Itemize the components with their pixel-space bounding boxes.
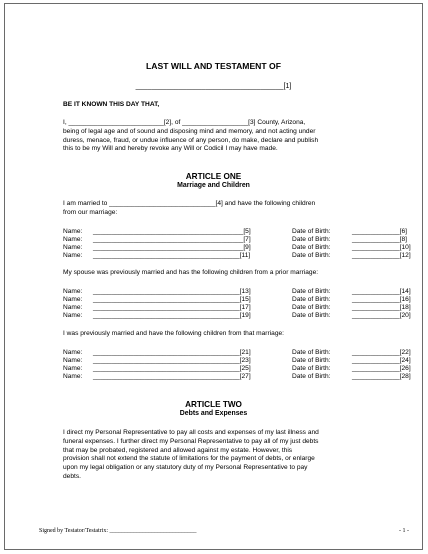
dob-field[interactable]: _____________[28] [352, 373, 411, 380]
child-name-field[interactable]: ________________________________________[17] [93, 304, 251, 311]
dob-field[interactable]: _____________[16] [352, 296, 411, 303]
child-name-field[interactable]: ________________________________________[27] [93, 373, 251, 380]
name-label: Name: [63, 365, 83, 372]
child-row [63, 357, 411, 364]
child-row [63, 365, 411, 372]
dob-label: Date of Birth: [292, 373, 331, 380]
child-row [63, 373, 411, 380]
name-label: Name: [63, 288, 83, 295]
self-prior-text: I was previously married and have the following children from that marriage: [63, 330, 284, 337]
child-row [63, 312, 411, 319]
dob-field[interactable]: _____________[10] [352, 244, 411, 251]
child-name-field[interactable]: ________________________________________[21] [93, 349, 251, 356]
document-page [4, 3, 423, 550]
child-name-field[interactable]: _________________________________________[5] [93, 228, 251, 235]
child-name-field[interactable]: ________________________________________[19] [93, 312, 251, 319]
debts-line: debts. [63, 472, 81, 480]
name-label: Name: [63, 304, 83, 311]
dob-label: Date of Birth: [292, 236, 331, 243]
dob-field[interactable]: _____________[18] [352, 304, 411, 311]
child-name-field[interactable]: _________________________________________[7] [93, 236, 251, 243]
dob-label: Date of Birth: [292, 312, 331, 319]
dob-field[interactable]: _____________[22] [352, 349, 411, 356]
child-row [63, 296, 411, 303]
debts-line: that may be probated, registered and allowed against my estate. However, this [63, 446, 293, 454]
intro-line: I, __________________________[2], of __________________[3] County, Arizona, [63, 119, 306, 126]
intro-line: duress, menace, fraud, or undue influence of any person, do make, declare and publish [63, 136, 319, 144]
dob-label: Date of Birth: [292, 365, 331, 372]
name-label: Name: [63, 357, 83, 364]
name-label: Name: [63, 373, 83, 380]
dob-label: Date of Birth: [292, 304, 331, 311]
child-row [63, 349, 411, 356]
name-label: Name: [63, 244, 83, 251]
dob-field[interactable]: _____________[12] [352, 252, 411, 259]
dob-label: Date of Birth: [292, 252, 331, 259]
article-one-heading: ARTICLE ONE [185, 172, 242, 181]
name-label: Name: [63, 349, 83, 356]
child-name-field[interactable]: ________________________________________[23] [93, 357, 251, 364]
name-label: Name: [63, 252, 83, 259]
name-label: Name: [63, 296, 83, 303]
dob-label: Date of Birth: [292, 357, 331, 364]
intro-line: this to be my Will and hereby revoke any Will or Codicil I may have made. [63, 145, 278, 153]
debts-line: provision shall not extend the statute of limitations for the payment of debts, or enlarge [63, 455, 315, 463]
name-label: Name: [63, 236, 83, 243]
married-paragraph [63, 200, 315, 218]
child-row [63, 304, 411, 311]
dob-field[interactable]: _____________[8] [352, 236, 408, 243]
dob-label: Date of Birth: [292, 228, 331, 235]
intro-paragraph [63, 119, 318, 154]
dob-label: Date of Birth: [292, 244, 331, 251]
child-row [63, 236, 407, 243]
name-label: Name: [63, 228, 83, 235]
child-row [63, 252, 411, 259]
dob-field[interactable]: _____________[26] [352, 365, 411, 372]
child-row [63, 228, 407, 235]
article-two-subheading: Debts and Expenses [179, 410, 248, 417]
child-name-field[interactable]: ________________________________________[15] [93, 296, 251, 303]
dob-field[interactable]: _____________[24] [352, 357, 411, 364]
dob-field[interactable]: _____________[14] [352, 288, 411, 295]
page-number: - 1 - [399, 528, 409, 534]
child-row [63, 244, 411, 251]
document-title: LAST WILL AND TESTAMENT OF [146, 61, 281, 71]
child-name-field[interactable]: ________________________________________[13] [93, 288, 251, 295]
dob-label: Date of Birth: [292, 288, 331, 295]
dob-label: Date of Birth: [292, 349, 331, 356]
intro-line: being of legal age and of sound and disposing mind and memory, and not acting under [63, 127, 316, 135]
child-name-field[interactable]: ________________________________________[25] [93, 365, 251, 372]
child-name-field[interactable]: ________________________________________[11] [93, 252, 251, 259]
debts-paragraph [63, 429, 319, 482]
article-two-heading: ARTICLE TWO [185, 400, 242, 409]
spouse-prior-text: My spouse was previously married and has the following children from a prior marriage: [63, 269, 319, 276]
dob-label: Date of Birth: [292, 296, 331, 303]
married-line: from our marriage: [63, 208, 118, 216]
debts-line: funeral expenses. I further direct my Personal Representative to pay all of my just debts [63, 437, 319, 445]
child-name-field[interactable]: _________________________________________[9] [93, 244, 251, 251]
be-it-known-heading: BE IT KNOWN THIS DAY THAT, [63, 101, 160, 108]
article-one-subheading: Marriage and Children [177, 182, 250, 189]
dob-field[interactable]: _____________[6] [352, 228, 408, 235]
debts-line: I direct my Personal Representative to pay all costs and expenses of my last illness and [63, 429, 319, 436]
signature-line[interactable]: Signed by Testator/Testatrix: _____________________________ [39, 528, 197, 534]
child-row [63, 288, 411, 295]
debts-line: upon my legal obligation or any statutory duty of my Personal Representative to pay [63, 464, 308, 472]
name-label: Name: [63, 312, 83, 319]
dob-field[interactable]: _____________[20] [352, 312, 411, 319]
testator-name-field[interactable]: ______________________________________[1] [135, 83, 292, 90]
married-line: I am married to _____________________________[4] and have the following children [63, 200, 316, 207]
